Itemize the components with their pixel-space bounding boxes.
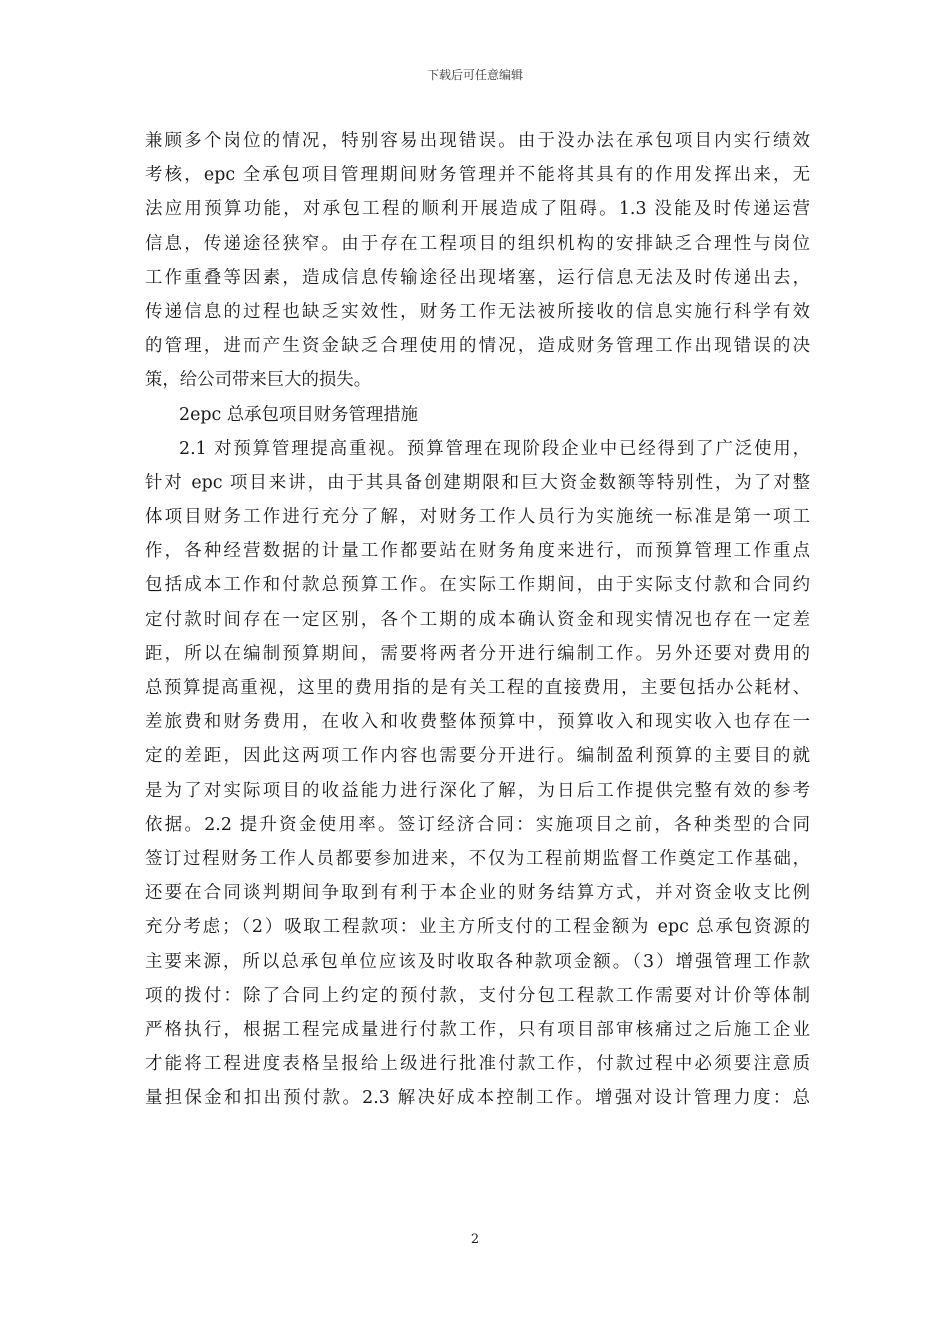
text-line: 是为了对实际项目的收益能力进行深化了解，为日后工作提供完整有效的参考 — [145, 780, 810, 801]
text-line: 定付款时间存在一定区别，各个工期的成本确认资金和现实情况也存在一定差 — [145, 609, 810, 630]
text-line: 总预算提高重视，这里的费用指的是有关工程的直接费用，主要包括办公耗材、 — [145, 678, 810, 698]
text-line: 的管理，进而产生资金缺乏合理使用的情况，造成财务管理工作出现错误的决 — [145, 336, 810, 357]
text-line: 依据。2.2 提升资金使用率。签订经济合同：实施项目之前，各种类型的合同 — [145, 814, 810, 835]
text-line: 差旅费和财务费用，在收入和收费整体预算中，预算收入和现实收入也存在一 — [145, 712, 810, 733]
text-line: 考核，epc 全承包项目管理期间财务管理并不能将其具有的作用发挥出来，无 — [145, 165, 810, 186]
text-line: 兼顾多个岗位的情况，特别容易出现错误。由于没办法在承包项目内实行绩效 — [145, 131, 810, 151]
text-line: 才能将工程进度表格呈报给上级进行批准付款工作，付款过程中必须要注意质 — [145, 1054, 810, 1075]
text-line: 策，给公司带来巨大的损失。 — [145, 370, 372, 391]
section-heading: 2epc 总承包项目财务管理措施 — [179, 404, 419, 425]
page-number: 2 — [470, 1232, 480, 1247]
text-line: 传递信息的过程也缺乏实效性，财务工作无法被所接收的信息实施行科学有效 — [145, 301, 810, 322]
text-line: 作，各种经营数据的计量工作都要站在财务角度来进行，而预算管理工作重点 — [145, 541, 810, 562]
text-line: 定的差距，因此这两项工作内容也需要分开进行。编制盈利预算的主要目的就 — [145, 746, 810, 767]
body-text — [145, 124, 810, 1115]
text-line: 距，所以在编制预算期间，需要将两者分开进行编制工作。另外还要对费用的 — [145, 643, 810, 664]
text-line: 信息，传递途径狭窄。由于存在工程项目的组织机构的安排缺乏合理性与岗位 — [145, 233, 810, 254]
page-header: 下载后可任意编辑 — [426, 68, 523, 82]
text-line: 法应用预算功能，对承包工程的顺利开展造成了阻碍。1.3 没能及时传递运营 — [145, 199, 810, 220]
text-line: 针对 epc 项目来讲，由于其具备创建期限和巨大资金数额等特别性，为了对整 — [145, 472, 810, 493]
text-line: 充分考虑；（2）吸取工程款项：业主方所支付的工程金额为 epc 总承包资源的 — [145, 917, 810, 938]
text-line: 主要来源，所以总承包单位应该及时收取各种款项金额。（3）增强管理工作款 — [145, 951, 810, 972]
text-line: 签订过程财务工作人员都要参加进来，不仅为工程前期监督工作奠定工作基础， — [145, 848, 810, 869]
text-line: 量担保金和扣出预付款。2.3 解决好成本控制工作。增强对设计管理力度：总 — [145, 1088, 810, 1109]
text-line: 体项目财务工作进行充分了解，对财务工作人员行为实施统一标准是第一项工 — [145, 507, 810, 528]
text-line: 工作重叠等因素，造成信息传输途径出现堵塞，运行信息无法及时传递出去， — [145, 267, 810, 288]
text-line: 包括成本工作和付款总预算工作。在实际工作期间，由于实际支付款和合同约 — [145, 575, 810, 596]
text-line: 严格执行，根据工程完成量进行付款工作，只有项目部审核痛过之后施工企业 — [145, 1019, 810, 1040]
text-line: 项的拨付：除了合同上约定的预付款，支付分包工程款工作需要对计价等体制 — [145, 985, 810, 1006]
text-line: 2.1 对预算管理提高重视。预算管理在现阶段企业中已经得到了广泛使用， — [179, 438, 810, 459]
text-line: 还要在合同谈判期间争取到有利于本企业的财务结算方式，并对资金收支比例 — [145, 883, 810, 904]
